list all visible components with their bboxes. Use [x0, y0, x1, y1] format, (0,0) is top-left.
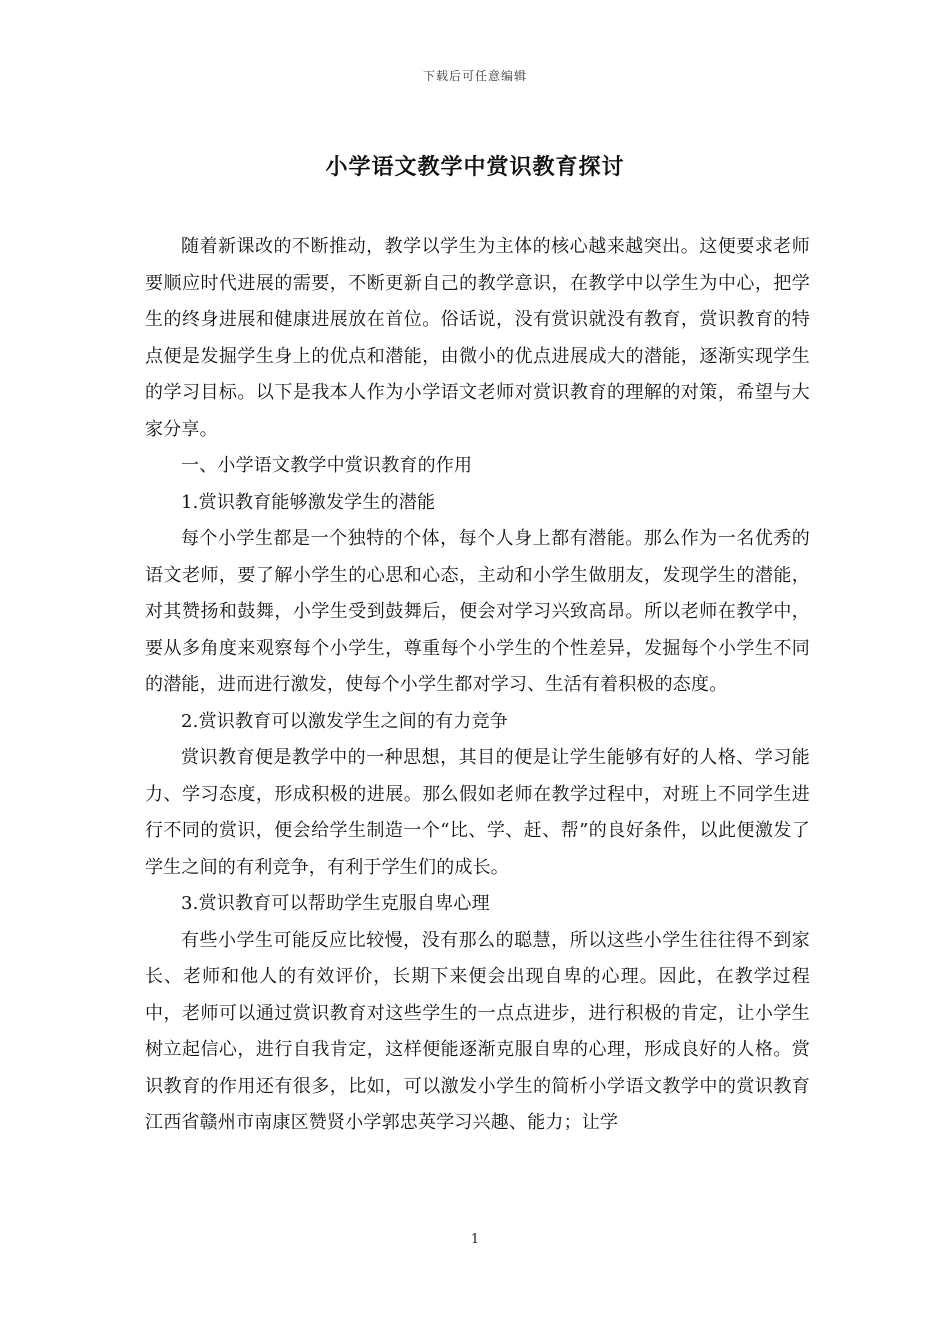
document-body	[145, 229, 810, 1142]
paragraph-1: 每个小学生都是一个独特的个体，每个人身上都有潜能。那么作为一名优秀的语文老师，要了解小学生的心思和心态，主动和小学生做朋友，发现学生的潜能，对其赞扬和鼓舞，小学生受到鼓舞后，便会对学习兴致高昂。所以老师在教学中，要从多角度来观察每个小学生，尊重每个小学生的个性差异，发掘每个小学生不同的潜能，进而进行激发，使每个小学生都对学习、生活有着积极的态度。	[145, 528, 810, 695]
subheading-1: 1.赏识教育能够激发学生的潜能	[181, 491, 436, 513]
subheading-3: 3.赏识教育可以帮助学生克服自卑心理	[181, 893, 490, 914]
section-heading: 一、小学语文教学中赏识教育的作用	[181, 455, 473, 476]
page-number: 1	[470, 1232, 480, 1247]
paragraph-intro: 随着新课改的不断推动，教学以学生为主体的核心越来越突出。这便要求老师要顺应时代进展的需要，不断更新自己的教学意识，在教学中以学生为中心，把学生的终身进展和健康进展放在首位。俗话说，没有赏识就没有教育，赏识教育的特点便是发掘学生身上的优点和潜能，由微小的优点进展成大的潜能，逐渐实现学生的学习目标。以下是我本人作为小学语文老师对赏识教育的理解的对策，希望与大家分享。	[145, 236, 810, 440]
subheading-2: 2.赏识教育可以激发学生之间的有力竞争	[181, 710, 508, 732]
paragraph-2: 赏识教育便是教学中的一种思想，其目的便是让学生能够有好的人格、学习能力、学习态度，形成积极的进展。那么假如老师在教学过程中，对班上不同学生进行不同的赏识，便会给学生制造一个“比、学、赶、帮”的良好条件，以此便激发了学生之间的有利竞争，有利于学生们的成长。	[145, 747, 810, 878]
document-title: 小学语文教学中赏识教育探讨	[325, 154, 625, 180]
header-note: 下载后可任意编辑	[422, 69, 527, 83]
paragraph-3: 有些小学生可能反应比较慢，没有那么的聪慧，所以这些小学生往往得不到家长、老师和他人的有效评价，长期下来便会出现自卑的心理。因此，在教学过程中，老师可以通过赏识教育对这些学生的一点点进步，进行积极的肯定，让小学生树立起信心，进行自我肯定，这样便能逐渐克服自卑的心理，形成良好的人格。赏识教育的作用还有很多，比如，可以激发小学生的简析小学语文教学中的赏识教育江西省赣州市南康区赞贤小学郭忠英学习兴趣、能力；让学	[145, 929, 810, 1133]
